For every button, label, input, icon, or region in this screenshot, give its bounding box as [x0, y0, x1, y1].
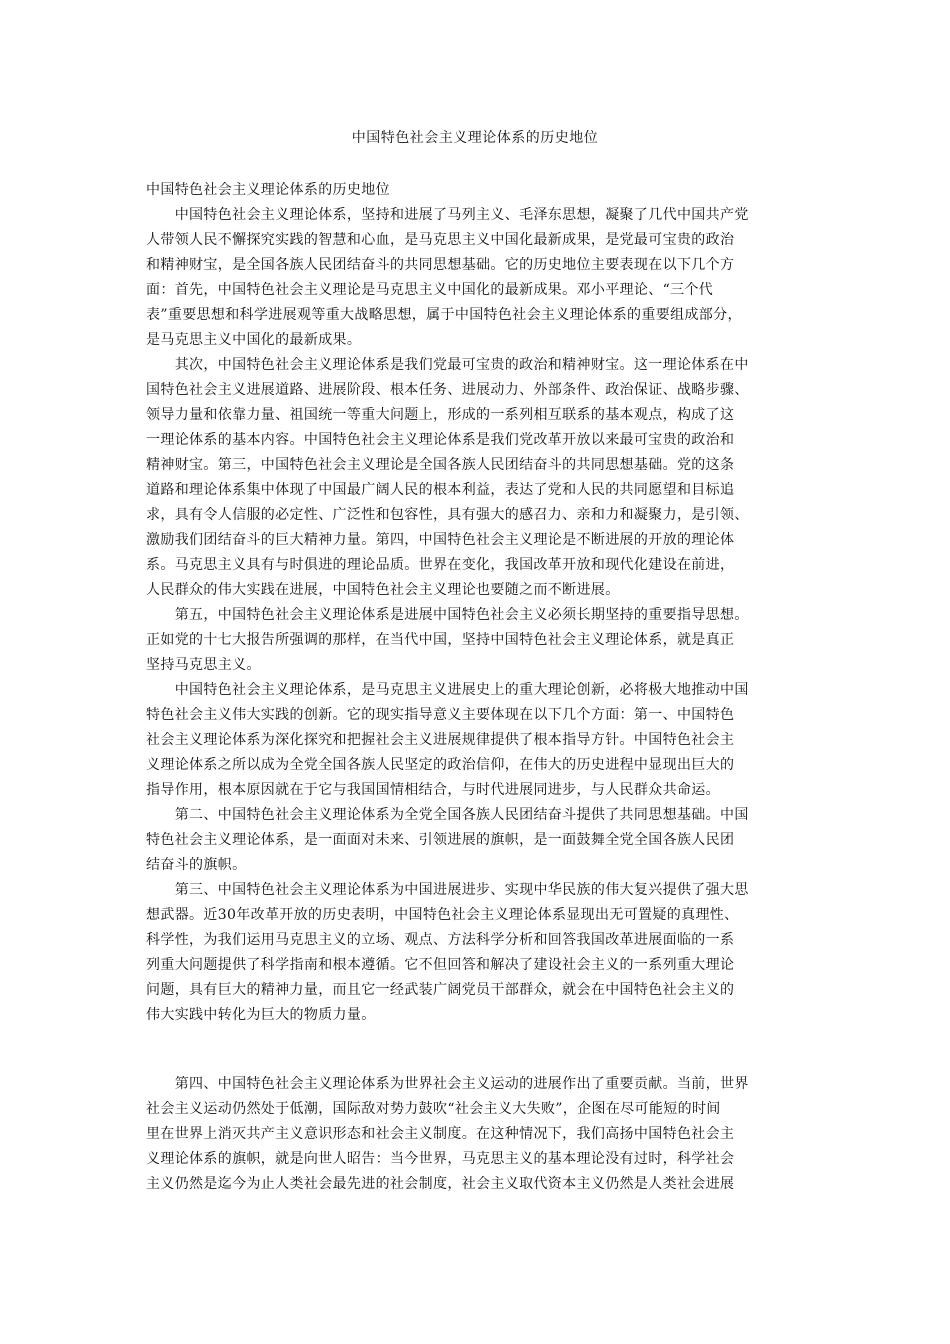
text-line: 中国特色社会主义理论体系，坚持和进展了马列主义、毛泽东思想，凝聚了几代中国共产党: [146, 207, 749, 223]
text-line: 里在世界上消灭共产主义意识形态和社会主义制度。在这种情况下，我们高扬中国特色社会主: [146, 1126, 735, 1142]
text-line: 义理论体系的旗帜，就是向世人昭告：当今世界，马克思主义的基本理论没有过时，科学社会: [146, 1151, 735, 1167]
text-line: 第三、中国特色社会主义理论体系为中国进展进步、实现中华民族的伟大复兴提供了强大思: [146, 882, 749, 898]
text-line: 正如党的十七大报告所强调的那样，在当代中国，坚持中国特色社会主义理论体系，就是真正: [146, 632, 735, 648]
page-title: 中国特色社会主义理论体系的历史地位: [351, 130, 599, 146]
text-line: 问题，具有巨大的精神力量，而且它一经武装广阔党员干部群众，就会在中国特色社会主义的: [146, 982, 735, 998]
text-line: 中国特色社会主义理论体系，是马克思主义进展史上的重大理论创新，必将极大地推动中国: [146, 682, 749, 698]
text-line: 特色社会主义理论体系，是一面面对未来、引领进展的旗帜，是一面鼓舞全党全国各族人民团: [146, 832, 735, 848]
text-line: 人带领人民不懈探究实践的智慧和心血，是马克思主义中国化最新成果，是党最可宝贵的政治: [146, 232, 735, 248]
text-line: 其次，中国特色社会主义理论体系是我们党最可宝贵的政治和精神财宝。这一理论体系在中: [146, 357, 749, 373]
text-line: 求，具有令人信服的必定性、广泛性和包容性，具有强大的感召力、亲和力和凝聚力，是引领、: [146, 507, 749, 523]
text-line: 精神财宝。第三，中国特色社会主义理论是全国各族人民团结奋斗的共同思想基础。党的这条: [146, 457, 735, 473]
text-line: 社会主义运动仍然处于低潮，国际敌对势力鼓吹“社会主义大失败”，企图在尽可能短的时间: [146, 1101, 721, 1117]
text-line: 坚持马克思主义。: [146, 657, 261, 673]
text-line: 特色社会主义伟大实践的创新。它的现实指导意义主要体现在以下几个方面：第一、中国特色: [146, 707, 735, 723]
text-line: 想武器。近30年改革开放的历史表明，中国特色社会主义理论体系显现出无可置疑的真理性、: [146, 907, 739, 923]
body-text-section-1: [146, 178, 802, 1028]
text-line: 和精神财宝，是全国各族人民团结奋斗的共同思想基础。它的历史地位主要表现在以下几个方: [146, 257, 735, 273]
text-line: 面：首先，中国特色社会主义理论是马克思主义中国化的最新成果。邓小平理论、“三个代: [146, 282, 714, 298]
text-line: 领导力量和依靠力量、祖国统一等重大问题上，形成的一系列相互联系的基本观点，构成了这: [146, 407, 735, 423]
text-line: 伟大实践中转化为巨大的物质力量。: [146, 1007, 376, 1023]
text-line: 人民群众的伟大实践在进展，中国特色社会主义理论也要随之而不断进展。: [146, 582, 620, 598]
text-line: 第五，中国特色社会主义理论体系是进展中国特色社会主义必须长期坚持的重要指导思想。: [146, 607, 749, 623]
text-line: 列重大问题提供了科学指南和根本遵循。它不但回答和解决了建设社会主义的一系列重大理论: [146, 957, 735, 973]
text-line: 结奋斗的旗帜。: [146, 857, 247, 873]
text-line: 科学性，为我们运用马克思主义的立场、观点、方法科学分析和回答我国改革进展面临的一系: [146, 932, 735, 948]
text-line: 是马克思主义中国化的最新成果。: [146, 332, 362, 348]
text-line: 道路和理论体系集中体现了中国最广阔人民的根本利益，表达了党和人民的共同愿望和目标追: [146, 482, 735, 498]
text-line: 主义仍然是迄今为止人类社会最先进的社会制度，社会主义取代资本主义仍然是人类社会进展: [146, 1176, 735, 1192]
text-line: 义理论体系之所以成为全党全国各族人民坚定的政治信仰，在伟大的历史进程中显现出巨大的: [146, 757, 735, 773]
text-line: 中国特色社会主义理论体系的历史地位: [146, 182, 390, 198]
text-line: 一理论体系的基本内容。中国特色社会主义理论体系是我们党改革开放以来最可宝贵的政治和: [146, 432, 735, 448]
text-line: 指导作用，根本原因就在于它与我国国情相结合，与时代进展同进步，与人民群众共命运。: [146, 782, 720, 798]
text-line: 激励我们团结奋斗的巨大精神力量。第四，中国特色社会主义理论是不断进展的开放的理论体: [146, 532, 735, 548]
body-text-section-2: [146, 1072, 802, 1197]
text-line: 第二、中国特色社会主义理论体系为全党全国各族人民团结奋斗提供了共同思想基础。中国: [146, 807, 749, 823]
text-line: 国特色社会主义进展道路、进展阶段、根本任务、进展动力、外部条件、政治保证、战略步骤、: [146, 382, 749, 398]
text-line: 社会主义理论体系为深化探究和把握社会主义进展规律提供了根本指导方针。中国特色社会主: [146, 732, 735, 748]
text-line: 系。马克思主义具有与时俱进的理论品质。世界在变化，我国改革开放和现代化建设在前进，: [146, 557, 735, 573]
text-line: 表”重要思想和科学进展观等重大战略思想，属于中国特色社会主义理论体系的重要组成部分，: [146, 307, 742, 323]
text-line: 第四、中国特色社会主义理论体系为世界社会主义运动的进展作出了重要贡献。当前，世界: [146, 1076, 749, 1092]
